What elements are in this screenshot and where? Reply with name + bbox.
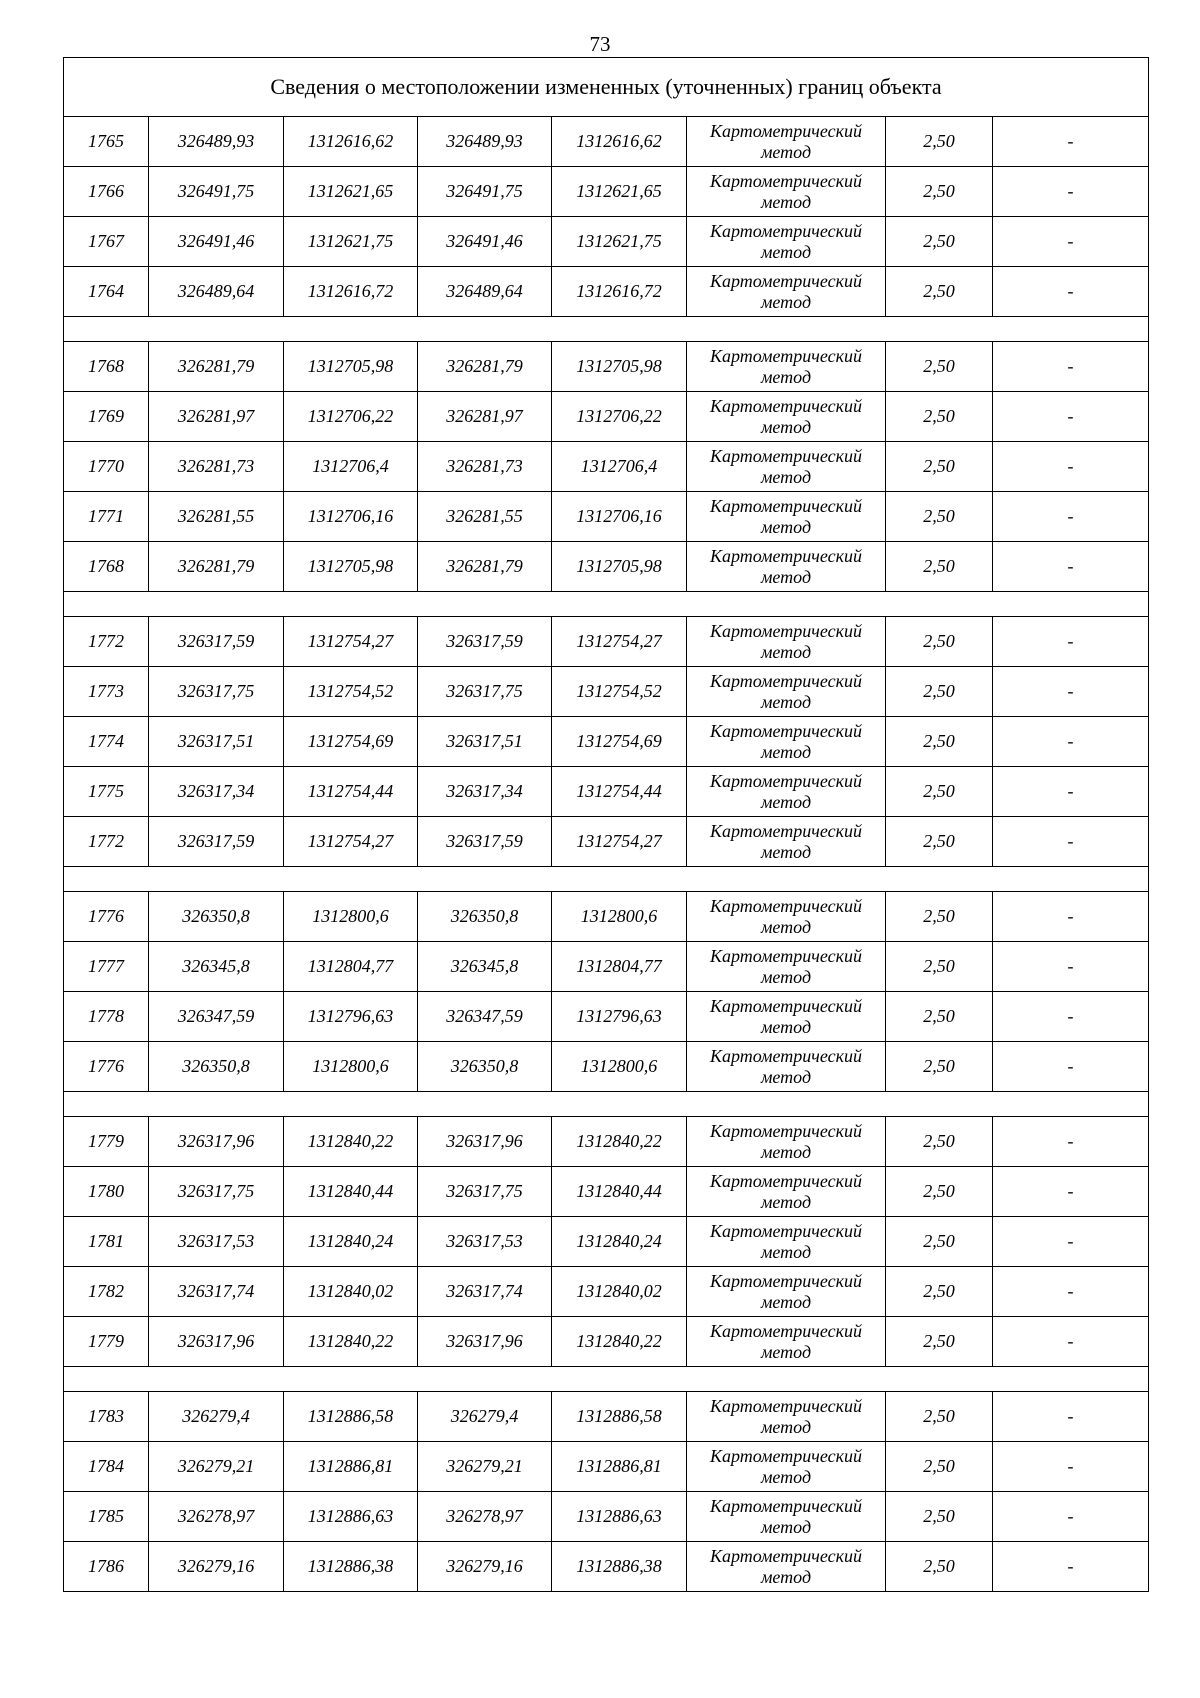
- cell-x-new: 326489,64: [418, 267, 552, 317]
- cell-method: Картометрический метод: [687, 542, 886, 592]
- cell-accuracy: 2,50: [886, 992, 993, 1042]
- cell-method: Картометрический метод: [687, 767, 886, 817]
- table-row: [64, 542, 1149, 592]
- cell-y-existing: 1312754,27: [284, 817, 418, 867]
- cell-point-number: 1768: [64, 342, 149, 392]
- group-separator-row: [64, 1367, 1149, 1392]
- cell-y-new: 1312796,63: [552, 992, 687, 1042]
- cell-y-existing: 1312621,65: [284, 167, 418, 217]
- cell-description: -: [993, 1442, 1149, 1492]
- cell-method: Картометрический метод: [687, 117, 886, 167]
- table-row: [64, 1492, 1149, 1542]
- cell-accuracy: 2,50: [886, 942, 993, 992]
- cell-x-new: 326347,59: [418, 992, 552, 1042]
- table-row: [64, 1117, 1149, 1167]
- cell-point-number: 1772: [64, 617, 149, 667]
- cell-description: -: [993, 1217, 1149, 1267]
- cell-description: -: [993, 442, 1149, 492]
- cell-x-new: 326317,59: [418, 617, 552, 667]
- table-row: [64, 392, 1149, 442]
- cell-description: -: [993, 342, 1149, 392]
- cell-description: -: [993, 1267, 1149, 1317]
- cell-y-existing: 1312706,22: [284, 392, 418, 442]
- cell-description: -: [993, 767, 1149, 817]
- cell-y-existing: 1312886,38: [284, 1542, 418, 1592]
- cell-method: Картометрический метод: [687, 1442, 886, 1492]
- table-row: [64, 667, 1149, 717]
- cell-point-number: 1764: [64, 267, 149, 317]
- cell-x-new: 326278,97: [418, 1492, 552, 1542]
- cell-y-existing: 1312840,24: [284, 1217, 418, 1267]
- cell-y-new: 1312705,98: [552, 542, 687, 592]
- cell-x-existing: 326317,75: [149, 1167, 284, 1217]
- cell-y-new: 1312754,52: [552, 667, 687, 717]
- cell-accuracy: 2,50: [886, 817, 993, 867]
- cell-y-existing: 1312840,22: [284, 1117, 418, 1167]
- group-separator-cell: [64, 317, 1149, 342]
- cell-y-new: 1312840,22: [552, 1317, 687, 1367]
- cell-y-new: 1312621,75: [552, 217, 687, 267]
- group-separator-row: [64, 867, 1149, 892]
- cell-method: Картометрический метод: [687, 717, 886, 767]
- cell-x-existing: 326317,34: [149, 767, 284, 817]
- cell-point-number: 1779: [64, 1317, 149, 1367]
- cell-y-new: 1312840,44: [552, 1167, 687, 1217]
- cell-y-existing: 1312886,63: [284, 1492, 418, 1542]
- cell-x-existing: 326345,8: [149, 942, 284, 992]
- cell-x-new: 326317,75: [418, 667, 552, 717]
- cell-point-number: 1781: [64, 1217, 149, 1267]
- cell-accuracy: 2,50: [886, 267, 993, 317]
- cell-method: Картометрический метод: [687, 1542, 886, 1592]
- table-row: [64, 942, 1149, 992]
- cell-description: -: [993, 892, 1149, 942]
- cell-y-new: 1312705,98: [552, 342, 687, 392]
- cell-x-existing: 326350,8: [149, 1042, 284, 1092]
- cell-point-number: 1777: [64, 942, 149, 992]
- cell-y-new: 1312616,72: [552, 267, 687, 317]
- table-row: [64, 617, 1149, 667]
- cell-point-number: 1784: [64, 1442, 149, 1492]
- cell-x-new: 326279,4: [418, 1392, 552, 1442]
- cell-x-existing: 326347,59: [149, 992, 284, 1042]
- cell-accuracy: 2,50: [886, 442, 993, 492]
- cell-description: -: [993, 717, 1149, 767]
- cell-description: -: [993, 1117, 1149, 1167]
- cell-point-number: 1776: [64, 1042, 149, 1092]
- cell-y-existing: 1312796,63: [284, 992, 418, 1042]
- table-row: [64, 342, 1149, 392]
- cell-method: Картометрический метод: [687, 267, 886, 317]
- table-row: [64, 217, 1149, 267]
- cell-accuracy: 2,50: [886, 767, 993, 817]
- table-row: [64, 1217, 1149, 1267]
- cell-y-existing: 1312800,6: [284, 892, 418, 942]
- cell-y-new: 1312840,02: [552, 1267, 687, 1317]
- cell-point-number: 1772: [64, 817, 149, 867]
- cell-method: Картометрический метод: [687, 1492, 886, 1542]
- group-separator-cell: [64, 1367, 1149, 1392]
- table-row: [64, 1042, 1149, 1092]
- cell-method: Картометрический метод: [687, 392, 886, 442]
- table-row: [64, 492, 1149, 542]
- cell-x-existing: 326317,96: [149, 1317, 284, 1367]
- cell-x-existing: 326489,64: [149, 267, 284, 317]
- cell-y-existing: 1312621,75: [284, 217, 418, 267]
- cell-y-existing: 1312616,72: [284, 267, 418, 317]
- cell-y-existing: 1312754,52: [284, 667, 418, 717]
- cell-accuracy: 2,50: [886, 342, 993, 392]
- cell-point-number: 1773: [64, 667, 149, 717]
- table-row: [64, 167, 1149, 217]
- cell-point-number: 1775: [64, 767, 149, 817]
- table-row: [64, 1317, 1149, 1367]
- cell-point-number: 1783: [64, 1392, 149, 1442]
- group-separator-row: [64, 317, 1149, 342]
- cell-point-number: 1765: [64, 117, 149, 167]
- table-row: [64, 767, 1149, 817]
- cell-description: -: [993, 992, 1149, 1042]
- cell-method: Картометрический метод: [687, 617, 886, 667]
- cell-x-existing: 326281,73: [149, 442, 284, 492]
- cell-description: -: [993, 117, 1149, 167]
- cell-x-new: 326279,21: [418, 1442, 552, 1492]
- cell-x-new: 326317,59: [418, 817, 552, 867]
- table-row: [64, 1542, 1149, 1592]
- cell-y-new: 1312800,6: [552, 892, 687, 942]
- cell-description: -: [993, 1392, 1149, 1442]
- cell-y-new: 1312621,65: [552, 167, 687, 217]
- cell-y-new: 1312754,27: [552, 617, 687, 667]
- cell-description: -: [993, 492, 1149, 542]
- cell-y-new: 1312804,77: [552, 942, 687, 992]
- cell-y-new: 1312706,16: [552, 492, 687, 542]
- cell-x-existing: 326281,55: [149, 492, 284, 542]
- cell-method: Картометрический метод: [687, 167, 886, 217]
- cell-x-existing: 326279,21: [149, 1442, 284, 1492]
- table-row: [64, 442, 1149, 492]
- cell-point-number: 1768: [64, 542, 149, 592]
- cell-description: -: [993, 167, 1149, 217]
- cell-y-new: 1312886,63: [552, 1492, 687, 1542]
- cell-description: -: [993, 817, 1149, 867]
- cell-accuracy: 2,50: [886, 1042, 993, 1092]
- cell-y-new: 1312754,27: [552, 817, 687, 867]
- cell-method: Картометрический метод: [687, 942, 886, 992]
- cell-accuracy: 2,50: [886, 617, 993, 667]
- group-separator-cell: [64, 1092, 1149, 1117]
- cell-description: -: [993, 942, 1149, 992]
- cell-accuracy: 2,50: [886, 542, 993, 592]
- cell-method: Картометрический метод: [687, 1042, 886, 1092]
- cell-accuracy: 2,50: [886, 892, 993, 942]
- cell-x-existing: 326278,97: [149, 1492, 284, 1542]
- cell-x-existing: 326317,75: [149, 667, 284, 717]
- cell-x-existing: 326281,97: [149, 392, 284, 442]
- cell-y-new: 1312840,24: [552, 1217, 687, 1267]
- cell-x-existing: 326281,79: [149, 342, 284, 392]
- cell-point-number: 1774: [64, 717, 149, 767]
- cell-description: -: [993, 1317, 1149, 1367]
- cell-x-new: 326317,96: [418, 1317, 552, 1367]
- cell-x-new: 326350,8: [418, 892, 552, 942]
- cell-y-existing: 1312886,81: [284, 1442, 418, 1492]
- cell-x-new: 326317,53: [418, 1217, 552, 1267]
- cell-x-new: 326350,8: [418, 1042, 552, 1092]
- cell-point-number: 1780: [64, 1167, 149, 1217]
- cell-y-new: 1312886,38: [552, 1542, 687, 1592]
- cell-x-new: 326281,73: [418, 442, 552, 492]
- cell-description: -: [993, 667, 1149, 717]
- cell-y-new: 1312886,81: [552, 1442, 687, 1492]
- cell-description: -: [993, 617, 1149, 667]
- cell-y-existing: 1312706,16: [284, 492, 418, 542]
- cell-point-number: 1782: [64, 1267, 149, 1317]
- group-separator-cell: [64, 592, 1149, 617]
- cell-x-new: 326317,34: [418, 767, 552, 817]
- cell-x-new: 326279,16: [418, 1542, 552, 1592]
- cell-point-number: 1769: [64, 392, 149, 442]
- cell-x-new: 326281,79: [418, 342, 552, 392]
- cell-x-existing: 326317,59: [149, 617, 284, 667]
- cell-y-new: 1312840,22: [552, 1117, 687, 1167]
- table-row: [64, 817, 1149, 867]
- cell-x-existing: 326491,75: [149, 167, 284, 217]
- cell-x-existing: 326317,53: [149, 1217, 284, 1267]
- cell-accuracy: 2,50: [886, 1167, 993, 1217]
- cell-y-new: 1312706,4: [552, 442, 687, 492]
- table-row: [64, 267, 1149, 317]
- cell-method: Картометрический метод: [687, 492, 886, 542]
- cell-x-existing: 326317,59: [149, 817, 284, 867]
- cell-accuracy: 2,50: [886, 1217, 993, 1267]
- cell-accuracy: 2,50: [886, 1267, 993, 1317]
- cell-y-existing: 1312754,27: [284, 617, 418, 667]
- cell-x-existing: 326491,46: [149, 217, 284, 267]
- cell-x-existing: 326317,74: [149, 1267, 284, 1317]
- table-row: [64, 117, 1149, 167]
- cell-accuracy: 2,50: [886, 1392, 993, 1442]
- cell-y-existing: 1312705,98: [284, 342, 418, 392]
- cell-point-number: 1779: [64, 1117, 149, 1167]
- cell-x-existing: 326489,93: [149, 117, 284, 167]
- cell-method: Картометрический метод: [687, 1267, 886, 1317]
- cell-method: Картометрический метод: [687, 992, 886, 1042]
- cell-method: Картометрический метод: [687, 667, 886, 717]
- group-separator-row: [64, 1092, 1149, 1117]
- cell-accuracy: 2,50: [886, 717, 993, 767]
- cell-y-new: 1312754,44: [552, 767, 687, 817]
- cell-accuracy: 2,50: [886, 1317, 993, 1367]
- cell-accuracy: 2,50: [886, 117, 993, 167]
- cell-method: Картометрический метод: [687, 892, 886, 942]
- cell-method: Картометрический метод: [687, 1117, 886, 1167]
- cell-accuracy: 2,50: [886, 1542, 993, 1592]
- cell-x-new: 326317,96: [418, 1117, 552, 1167]
- cell-y-existing: 1312706,4: [284, 442, 418, 492]
- cell-accuracy: 2,50: [886, 1492, 993, 1542]
- cell-point-number: 1776: [64, 892, 149, 942]
- cell-accuracy: 2,50: [886, 492, 993, 542]
- cell-point-number: 1767: [64, 217, 149, 267]
- cell-accuracy: 2,50: [886, 1442, 993, 1492]
- cell-y-new: 1312800,6: [552, 1042, 687, 1092]
- cell-x-existing: 326317,96: [149, 1117, 284, 1167]
- cell-point-number: 1771: [64, 492, 149, 542]
- cell-x-new: 326491,46: [418, 217, 552, 267]
- cell-y-existing: 1312804,77: [284, 942, 418, 992]
- cell-method: Картометрический метод: [687, 217, 886, 267]
- cell-x-existing: 326279,16: [149, 1542, 284, 1592]
- cell-description: -: [993, 1042, 1149, 1092]
- cell-y-existing: 1312705,98: [284, 542, 418, 592]
- cell-y-existing: 1312840,22: [284, 1317, 418, 1367]
- cell-description: -: [993, 1167, 1149, 1217]
- cell-accuracy: 2,50: [886, 667, 993, 717]
- cell-y-new: 1312616,62: [552, 117, 687, 167]
- table-header-row: [64, 58, 1149, 117]
- cell-x-new: 326281,55: [418, 492, 552, 542]
- cell-y-new: 1312754,69: [552, 717, 687, 767]
- cell-description: -: [993, 1492, 1149, 1542]
- page-number: 73: [589, 32, 611, 56]
- boundary-coordinates-table: [63, 57, 1149, 1592]
- table-row: [64, 892, 1149, 942]
- table-row: [64, 992, 1149, 1042]
- cell-method: Картометрический метод: [687, 1317, 886, 1367]
- cell-x-new: 326317,51: [418, 717, 552, 767]
- cell-y-new: 1312706,22: [552, 392, 687, 442]
- cell-description: -: [993, 1542, 1149, 1592]
- cell-point-number: 1766: [64, 167, 149, 217]
- table-row: [64, 717, 1149, 767]
- table-title: Сведения о местоположении измененных (уточненных) границ объекта: [64, 58, 1149, 117]
- cell-accuracy: 2,50: [886, 217, 993, 267]
- group-separator-row: [64, 592, 1149, 617]
- cell-y-existing: 1312840,02: [284, 1267, 418, 1317]
- cell-x-new: 326281,79: [418, 542, 552, 592]
- cell-y-existing: 1312754,44: [284, 767, 418, 817]
- cell-description: -: [993, 267, 1149, 317]
- table-row: [64, 1442, 1149, 1492]
- cell-method: Картометрический метод: [687, 1217, 886, 1267]
- cell-method: Картометрический метод: [687, 1392, 886, 1442]
- cell-y-existing: 1312840,44: [284, 1167, 418, 1217]
- cell-y-existing: 1312754,69: [284, 717, 418, 767]
- cell-method: Картометрический метод: [687, 817, 886, 867]
- cell-description: -: [993, 542, 1149, 592]
- cell-x-existing: 326350,8: [149, 892, 284, 942]
- cell-x-existing: 326279,4: [149, 1392, 284, 1442]
- cell-accuracy: 2,50: [886, 167, 993, 217]
- cell-x-new: 326489,93: [418, 117, 552, 167]
- cell-x-new: 326317,75: [418, 1167, 552, 1217]
- cell-point-number: 1770: [64, 442, 149, 492]
- cell-y-existing: 1312886,58: [284, 1392, 418, 1442]
- cell-x-new: 326281,97: [418, 392, 552, 442]
- cell-point-number: 1785: [64, 1492, 149, 1542]
- cell-description: -: [993, 217, 1149, 267]
- cell-method: Картометрический метод: [687, 342, 886, 392]
- cell-x-new: 326317,74: [418, 1267, 552, 1317]
- cell-y-new: 1312886,58: [552, 1392, 687, 1442]
- cell-y-existing: 1312616,62: [284, 117, 418, 167]
- cell-accuracy: 2,50: [886, 392, 993, 442]
- cell-method: Картометрический метод: [687, 442, 886, 492]
- group-separator-cell: [64, 867, 1149, 892]
- cell-method: Картометрический метод: [687, 1167, 886, 1217]
- cell-x-existing: 326281,79: [149, 542, 284, 592]
- cell-point-number: 1778: [64, 992, 149, 1042]
- cell-description: -: [993, 392, 1149, 442]
- cell-accuracy: 2,50: [886, 1117, 993, 1167]
- table-row: [64, 1167, 1149, 1217]
- table-row: [64, 1392, 1149, 1442]
- cell-x-new: 326491,75: [418, 167, 552, 217]
- cell-point-number: 1786: [64, 1542, 149, 1592]
- table-row: [64, 1267, 1149, 1317]
- cell-y-existing: 1312800,6: [284, 1042, 418, 1092]
- cell-x-new: 326345,8: [418, 942, 552, 992]
- cell-x-existing: 326317,51: [149, 717, 284, 767]
